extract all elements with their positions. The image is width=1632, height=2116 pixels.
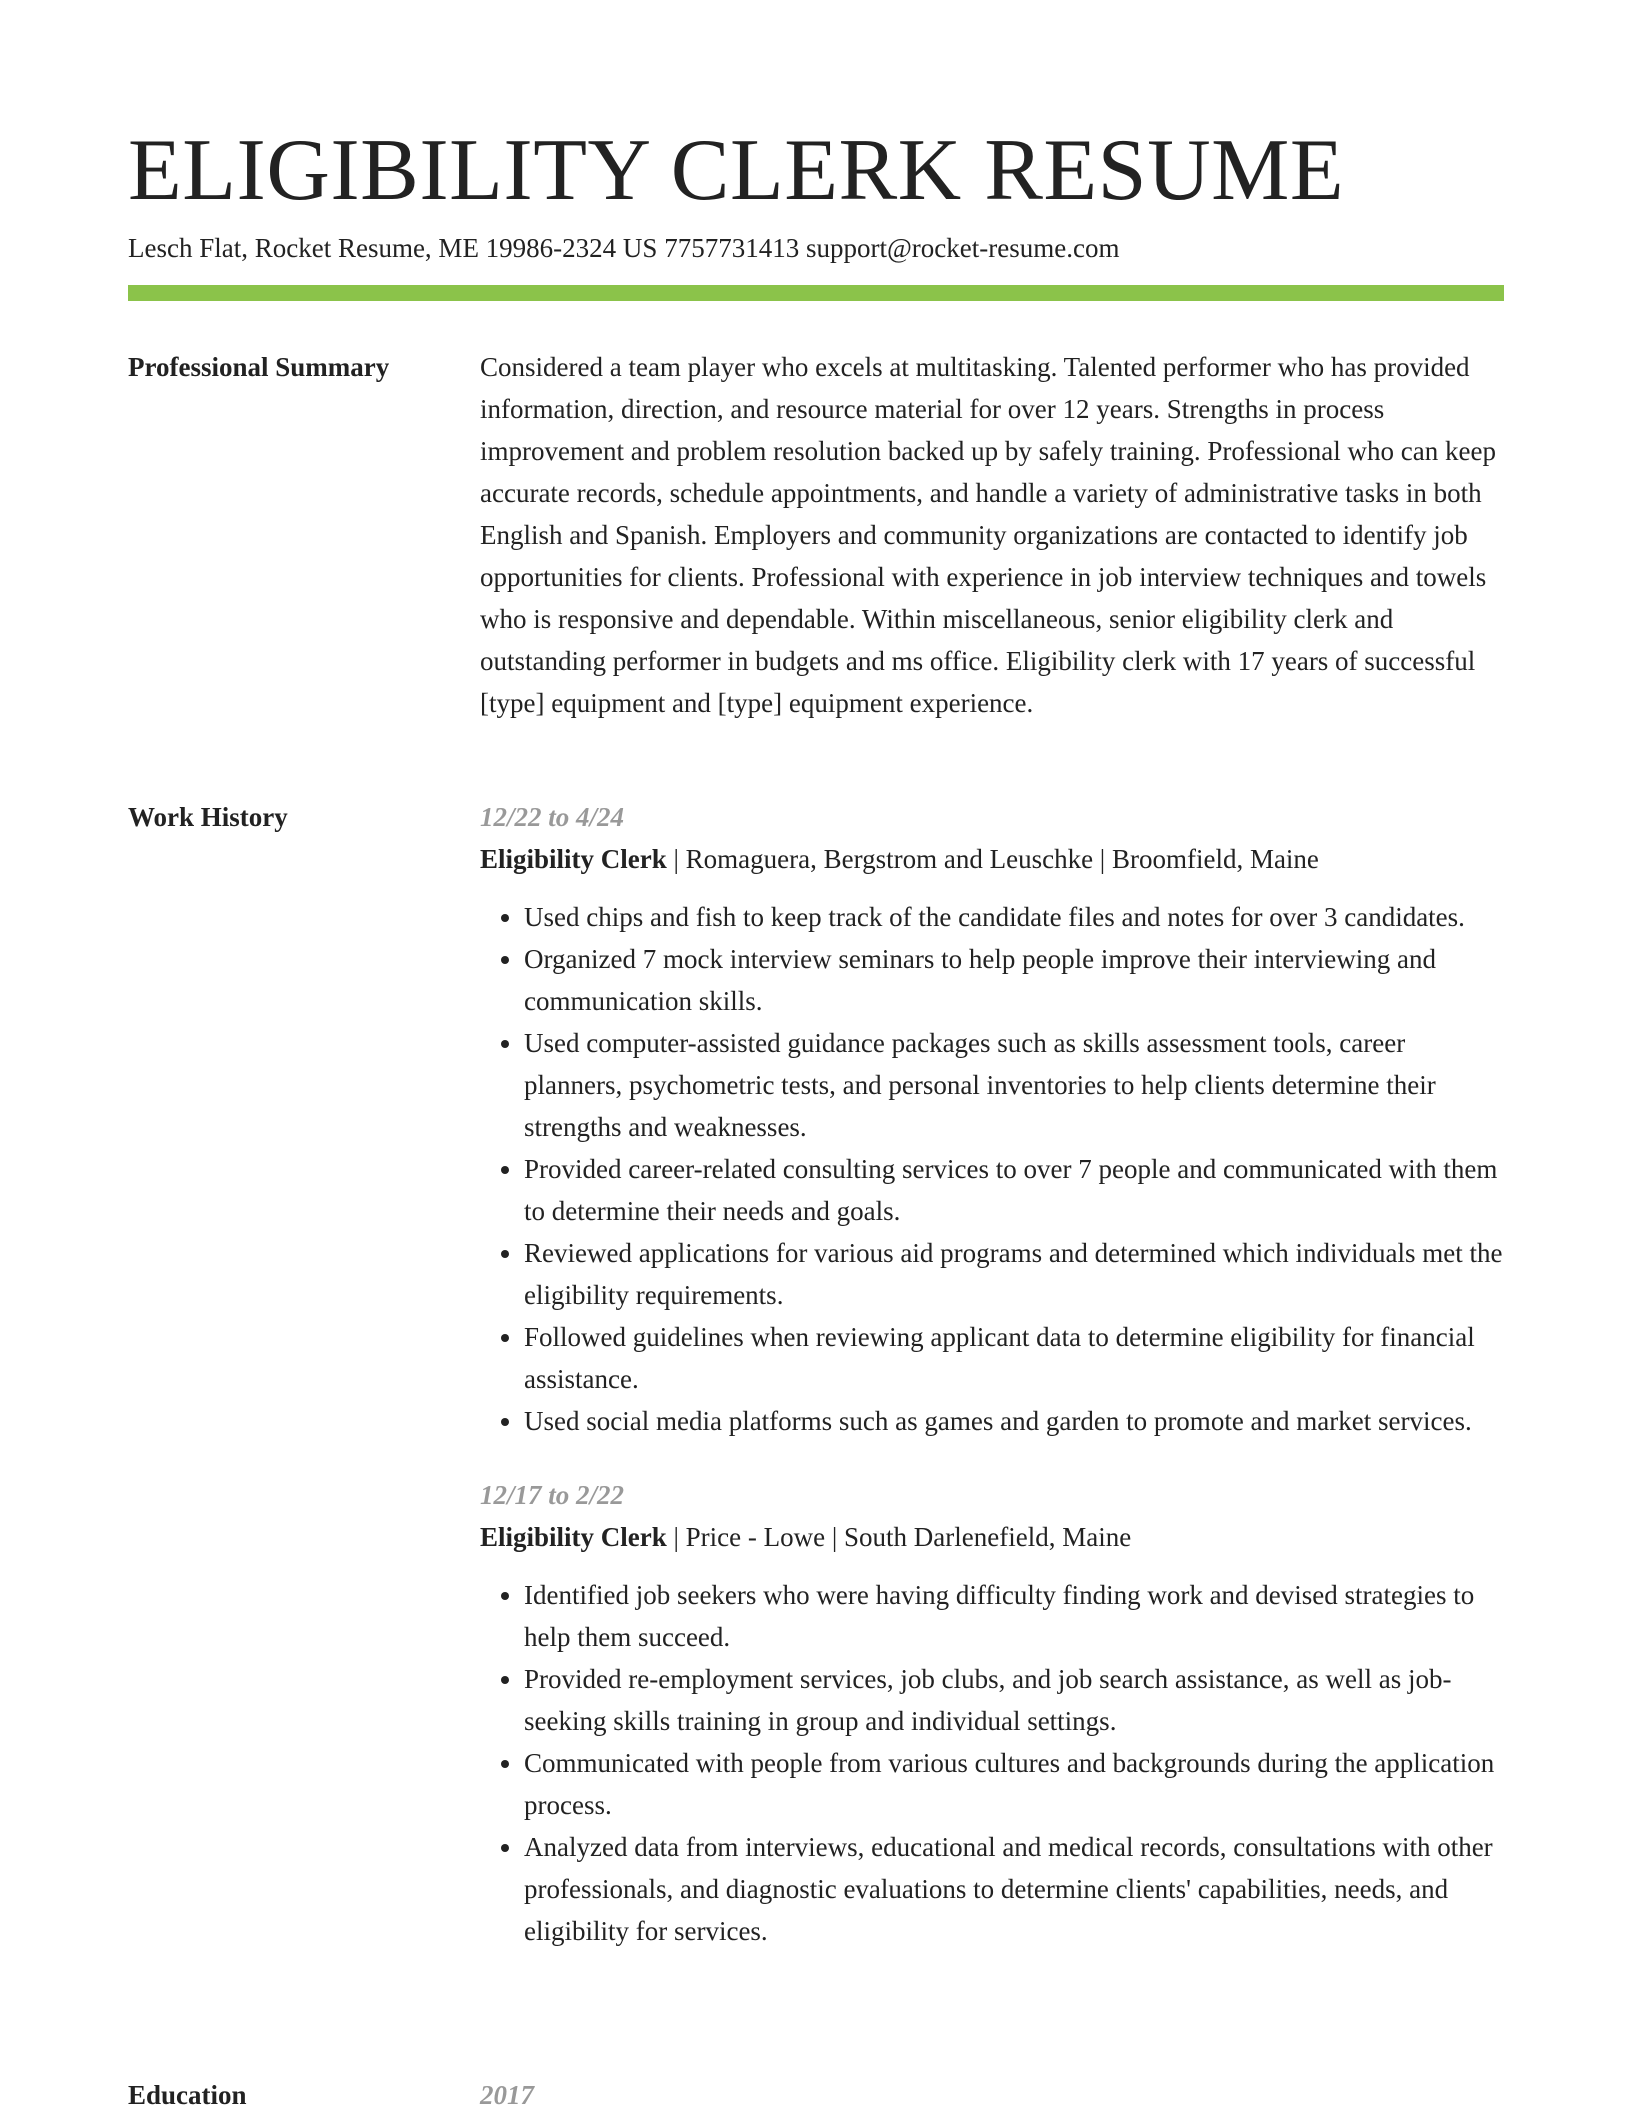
job-bullet: • Used chips and fish to keep track of the candidate files and notes for over 3 candidates. — [524, 896, 1504, 938]
education-year: 2017 — [480, 2080, 534, 2110]
job-bullet: • Analyzed data from interviews, educational and medical records, consultations with other professionals, and diagnostic evaluations to determine clients' capabilities, needs, and eligibility for services. — [524, 1826, 1504, 1952]
work-history-body — [480, 796, 1504, 1952]
contact-line: Lesch Flat, Rocket Resume, ME 19986-2324 US 7757731413 support@rocket-resume.com — [128, 233, 1120, 263]
job-bullet: • Followed guidelines when reviewing applicant data to determine eligibility for financial assistance. — [524, 1316, 1504, 1400]
job-details: | Price - Lowe | South Darlenefield, Maine — [666, 1522, 1132, 1552]
header-divider — [128, 285, 1504, 301]
job-title: Eligibility Clerk — [480, 844, 667, 874]
job-bullet: • Used computer-assisted guidance packages such as skills assessment tools, career planners, psychometric tests, and personal inventories to help clients determine their strengths and weaknesses. — [524, 1022, 1504, 1148]
education-label: Education — [128, 2080, 247, 2110]
job-heading — [480, 1516, 1504, 1558]
work-history-label: Work History — [128, 802, 288, 832]
job-bullet: • Communicated with people from various cultures and backgrounds during the application process. — [524, 1742, 1504, 1826]
job-heading — [480, 838, 1504, 880]
job-entry — [480, 796, 1504, 1442]
job-bullet: • Provided career-related consulting services to over 7 people and communicated with them to determine their needs and goals. — [524, 1148, 1504, 1232]
job-bullet: • Identified job seekers who were having difficulty finding work and devised strategies to help them succeed. — [524, 1574, 1504, 1658]
job-details: | Romaguera, Bergstrom and Leuschke | Broomfield, Maine — [666, 844, 1319, 874]
job-entry — [480, 1474, 1504, 1952]
job-title: Eligibility Clerk — [480, 1522, 667, 1552]
job-bullet: • Reviewed applications for various aid programs and determined which individuals met the eligibility requirements. — [524, 1232, 1504, 1316]
education-body — [480, 2074, 1504, 2116]
job-bullet: • Used social media platforms such as games and garden to promote and market services. — [524, 1400, 1504, 1442]
summary-text: Considered a team player who excels at multitasking. Talented performer who has provided information, direction, and resource material for over 12 years. Strengths in process improvement and problem resolution backed up by safely training. Professional who can keep accurate records, schedule appointments, and handle a variety of administrative tasks in both English and Spanish. Employers and community organizations are contacted to identify job opportunities for clients. Professional with experience in job interview techniques and towels who is responsive and dependable. Within miscellaneous, senior eligibility clerk and outstanding performer in budgets and ms office. Eligibility clerk with 17 years of successful [type] equipment and [type] equipment experience. — [480, 352, 1496, 718]
summary-label: Professional Summary — [128, 352, 390, 382]
job-bullet: • Provided re-employment services, job clubs, and job search assistance, as well as job-seeking skills training in group and individual settings. — [524, 1658, 1504, 1742]
job-dates: 12/22 to 4/24 — [480, 802, 625, 832]
job-bullet: • Organized 7 mock interview seminars to help people improve their interviewing and communication skills. — [524, 938, 1504, 1022]
summary-body — [480, 346, 1504, 724]
job-bullets — [480, 1574, 1504, 1952]
job-dates: 12/17 to 2/22 — [480, 1480, 625, 1510]
resume-title: ELIGIBILITY CLERK RESUME — [128, 122, 1345, 219]
job-bullets — [480, 896, 1504, 1442]
